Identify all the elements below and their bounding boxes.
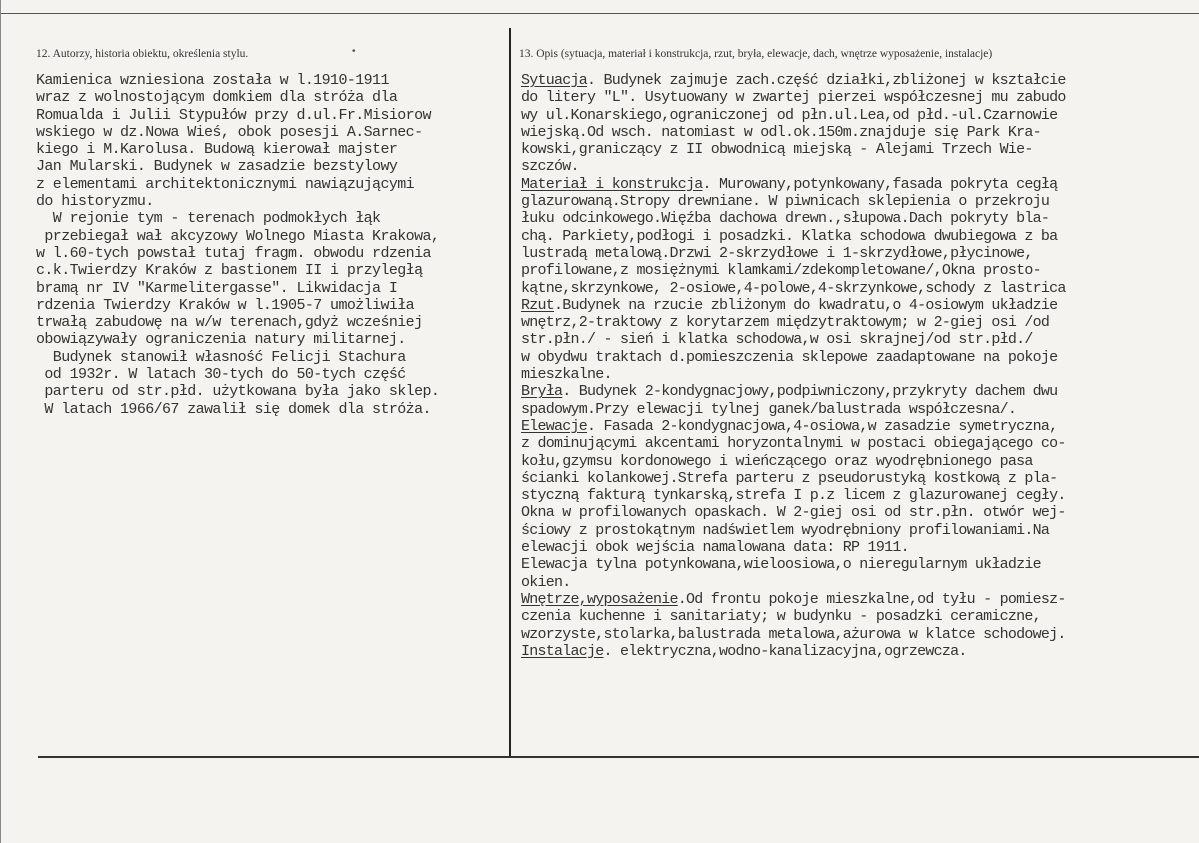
- description-text-run: mieszkalne.: [521, 366, 612, 384]
- description-text-run: szczów.: [521, 158, 579, 176]
- history-line: parteru od str.płd. użytkowana była jako sklep.: [36, 383, 440, 401]
- description-line: [521, 262, 1066, 279]
- history-line: kiego i M.Karolusa. Budową kierował majster: [36, 141, 398, 159]
- description-text: [521, 72, 1066, 660]
- history-line: wskiego w dz.Nowa Wieś, obok posesji A.Sarnec-: [36, 123, 423, 141]
- history-line: Kamienica wzniesiona została w l.1910-1911: [36, 72, 389, 89]
- description-text-run: . Budynek zajmuje zach.część działki,zbliżonej w kształcie: [587, 72, 1066, 89]
- history-line: obowiązywały ograniczenia natury militarnej.: [36, 331, 406, 349]
- history-line: rdzenia Twierdzy Kraków w l.1905-7 umożliwiła: [36, 296, 415, 314]
- description-text-run: czenia kuchenne i sanitariaty; w budynku - posadzki ceramiczne,: [521, 608, 1041, 626]
- description-line: [521, 643, 1066, 660]
- description-text-run: ściowy z prostokątnym nadświetlem wyodrębniony profilowaniami.Na: [521, 521, 1050, 539]
- description-line: [521, 383, 1066, 400]
- description-text-run: Okna w profilowanych opaskach. W 2-giej osi od str.płn. otwór wej-: [521, 504, 1066, 522]
- description-line: [521, 504, 1066, 521]
- description-line: [521, 435, 1066, 452]
- history-line: w l.60-tych powstał tutaj fragm. obwodu rdzenia: [36, 244, 431, 262]
- description-text-run: str.płn./ - sień i klatka schodowa,w osi skrajnej/od str.płd./: [521, 331, 1033, 349]
- section-label: Wnętrze,wyposażenie: [521, 590, 678, 608]
- section-label: Bryła: [521, 383, 563, 401]
- description-text-run: łuku odcinkowego.Więźba dachowa drewn.,słupowa.Dach pokryty bla-: [521, 210, 1050, 228]
- description-text-run: . Budynek 2-kondygnacjowy,podpiwniczony,przykryty dachem dwu: [562, 383, 1058, 401]
- column-divider: [509, 28, 511, 758]
- description-line: [521, 210, 1066, 227]
- history-line: do historyzmu.: [36, 193, 154, 211]
- description-line: [521, 280, 1066, 297]
- description-text-run: Elewacja tylna potynkowana,wieloosiowa,o nieregularnym układzie: [521, 556, 1041, 574]
- section-13-heading: 13. Opis (sytuacja, materiał i konstrukcja, rzut, bryła, elewacje, dach, wnętrze wyposażenie, instalacje): [519, 48, 993, 60]
- description-text-run: profilowane,z mosiężnymi klamkami/zdekompletowane/,Okna prosto-: [521, 262, 1041, 280]
- description-text-run: wzorzyste,stolarka,balustrada metalowa,ażurowa w klatce schodowej.: [521, 625, 1066, 643]
- description-line: [521, 591, 1066, 608]
- description-line: [521, 141, 1066, 158]
- description-line: [521, 470, 1066, 487]
- description-text-run: kątne,skrzynkowe, 2-osiowe,4-polowe,4-skrzynkowe,schody z lastrica: [521, 279, 1066, 297]
- description-text-run: .Budynek na rzucie zbliżonym do kwadratu,o 4-osiowym układzie: [554, 296, 1058, 314]
- description-text-run: lustradą metalową.Drzwi 2-skrzydłowe i 1-skrzydłowe,płycinowe,: [521, 244, 1033, 262]
- description-text-run: . elektryczna,wodno-kanalizacyjna,ogrzewcza.: [603, 642, 967, 660]
- description-text-run: chą. Parkiety,podłogi i posadzki. Klatka schodowa dwubiegowa z ba: [521, 227, 1058, 245]
- description-line: [521, 176, 1066, 193]
- description-text-run: okien.: [521, 573, 571, 591]
- description-line: [521, 401, 1066, 418]
- section-label: Rzut: [521, 296, 555, 314]
- history-line: W latach 1966/67 zawalił się domek dla stróża.: [36, 400, 431, 418]
- section-label: Elewacje: [521, 417, 588, 435]
- bottom-rule: [38, 756, 1199, 758]
- description-line: [521, 453, 1066, 470]
- description-text-run: w obydwu traktach d.pomieszczenia sklepowe zaadaptowane na pokoje: [521, 348, 1058, 366]
- stray-mark: •: [352, 46, 356, 57]
- description-text-run: kołu,gzymsu kordonowego i wieńczącego oraz wyodrębnionego pasa: [521, 452, 1033, 470]
- description-line: [521, 89, 1066, 106]
- description-line: [521, 487, 1066, 504]
- description-line: [521, 124, 1066, 141]
- history-line: Romualda i Julii Stypułów przy d.ul.Fr.Misiorow: [36, 106, 431, 124]
- description-text-run: ścianki kolankowej.Strefa parteru z pseudorustyką kostkową z pla-: [521, 469, 1058, 487]
- description-line: [521, 418, 1066, 435]
- history-line: Budynek stanowił własność Felicji Stachura: [36, 348, 406, 366]
- section-label: Sytuacja: [521, 72, 588, 89]
- description-line: [521, 574, 1066, 591]
- description-text-run: . Murowany,potynkowany,fasada pokryta cegłą: [702, 175, 1058, 193]
- description-line: [521, 522, 1066, 539]
- description-line: [521, 72, 1066, 89]
- description-text-run: elewacji obok wejścia namalowana data: RP 1911.: [521, 539, 909, 557]
- description-line: [521, 245, 1066, 262]
- description-line: [521, 107, 1066, 124]
- history-text: [36, 72, 439, 418]
- description-text-run: .Od frontu pokoje mieszkalne,od tyłu - pomiesz-: [677, 590, 1066, 608]
- history-line: W rejonie tym - terenach podmokłych łąk: [36, 210, 381, 228]
- history-line: wraz z wolnostojącym domkiem dla stróża dla: [36, 89, 398, 107]
- description-line: [521, 539, 1066, 556]
- history-line: z elementami architektonicznymi nawiązującymi: [36, 175, 415, 193]
- description-line: [521, 626, 1066, 643]
- description-line: [521, 297, 1066, 314]
- history-line: trwałą zabudowę na w/w terenach,gdyż wcześniej: [36, 314, 423, 332]
- description-text-run: glazurowaną.Stropy drewniane. W piwnicach sklepienia o przekroju: [521, 193, 1050, 211]
- description-text-run: do litery "L". Usytuowany w zwartej pierzei współczesnej mu zabudo: [521, 89, 1066, 107]
- description-line: [521, 158, 1066, 175]
- description-text-run: wy ul.Konarskiego,ograniczonej od płn.ul.Lea,od płd.-ul.Czarnowie: [521, 106, 1058, 124]
- description-text-run: kowski,graniczący z II obwodnicą miejską - Alejami Trzech Wie-: [521, 141, 1033, 159]
- history-line: Jan Mularski. Budynek w zasadzie bezstylowy: [36, 158, 398, 176]
- section-label: Materiał i konstrukcja: [521, 175, 703, 193]
- description-line: [521, 366, 1066, 383]
- left-border: [0, 0, 1, 843]
- description-text-run: wiejską.Od wsch. natomiast w odl.ok.150m.znajduje się Park Kra-: [521, 123, 1041, 141]
- description-text-run: styczną fakturą tynkarską,strefa I p.z licem z glazurowanej cegły.: [521, 487, 1066, 505]
- description-line: [521, 556, 1066, 573]
- section-label: Instalacje: [521, 642, 604, 660]
- history-line: od 1932r. W latach 30-tych do 50-tych część: [36, 366, 406, 384]
- description-line: [521, 228, 1066, 245]
- history-line: c.k.Twierdzy Kraków z bastionem II i przyległą: [36, 262, 423, 280]
- description-line: [521, 331, 1066, 348]
- description-text-run: wnętrz,2-traktowy z korytarzem międzytraktowym; w 2-giej osi /od: [521, 314, 1050, 332]
- description-line: [521, 349, 1066, 366]
- description-text-run: spadowym.Przy elewacji tylnej ganek/balustrada współczesna/.: [521, 400, 1017, 418]
- description-line: [521, 193, 1066, 210]
- history-line: przebiegał wał akcyzowy Wolnego Miasta Krakowa,: [36, 227, 440, 245]
- top-border: [0, 13, 1199, 14]
- section-12-heading: 12. Autorzy, historia obiektu, określenia stylu.: [36, 48, 249, 60]
- description-text-run: z dominującymi akcentami horyzontalnymi w postaci obiegającego co-: [521, 435, 1066, 453]
- description-line: [521, 608, 1066, 625]
- description-text-run: . Fasada 2-kondygnacjowa,4-osiowa,w zasadzie symetryczna,: [587, 417, 1058, 435]
- description-line: [521, 314, 1066, 331]
- history-line: bramą nr IV "Karmelitergasse". Likwidacja I: [36, 279, 398, 297]
